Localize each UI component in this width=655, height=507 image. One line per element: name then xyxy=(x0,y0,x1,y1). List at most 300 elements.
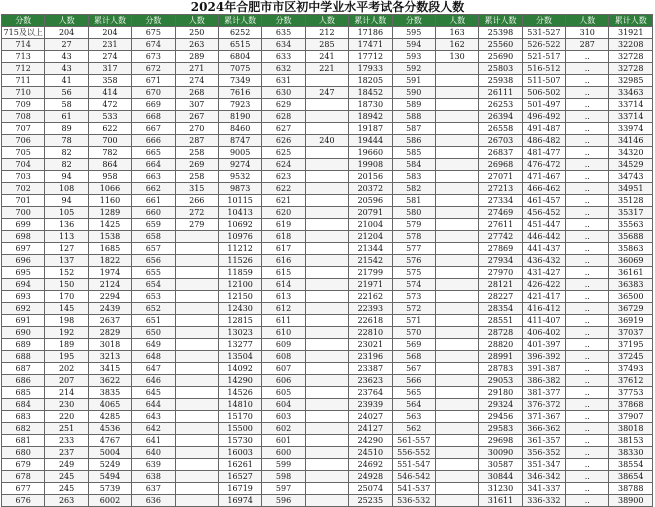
cell-count: 237 xyxy=(45,447,88,459)
cell-count xyxy=(175,471,218,483)
cell-count xyxy=(435,195,478,207)
cell-count xyxy=(435,279,478,291)
cell-score: 668 xyxy=(132,111,175,123)
cell-score: 604 xyxy=(262,399,305,411)
cell-count: 207 xyxy=(45,375,88,387)
cell-cumulative: 4536 xyxy=(88,423,131,435)
cell-score: 649 xyxy=(132,339,175,351)
table-row xyxy=(2,63,653,75)
cell-cumulative: 25938 xyxy=(479,75,522,87)
cell-count xyxy=(435,147,478,159)
column-header-cumulative: 累计人数 xyxy=(349,15,392,27)
cell-score: 689 xyxy=(2,339,45,351)
cell-cumulative: 1160 xyxy=(88,195,131,207)
cell-cumulative: 958 xyxy=(88,171,131,183)
table-row xyxy=(2,159,653,171)
cell-cumulative: 37493 xyxy=(609,363,653,375)
cell-cumulative: 38788 xyxy=(609,483,653,495)
cell-score: 583 xyxy=(392,171,435,183)
cell-count: 89 xyxy=(45,123,88,135)
cell-count xyxy=(435,471,478,483)
cell-count xyxy=(305,399,348,411)
table-row xyxy=(2,171,653,183)
cell-count xyxy=(305,459,348,471)
cell-count: 263 xyxy=(45,495,88,507)
cell-count xyxy=(175,303,218,315)
cell-score: 585 xyxy=(392,147,435,159)
cell-count: .. xyxy=(566,291,609,303)
cell-score: 696 xyxy=(2,255,45,267)
cell-count xyxy=(305,387,348,399)
cell-cumulative: 29698 xyxy=(479,435,522,447)
cell-cumulative: 18942 xyxy=(349,111,392,123)
cell-cumulative: 3835 xyxy=(88,387,131,399)
column-header-score: 分数 xyxy=(262,15,305,27)
cell-cumulative: 26394 xyxy=(479,111,522,123)
cell-count: .. xyxy=(566,447,609,459)
cell-cumulative: 22810 xyxy=(349,327,392,339)
cell-cumulative: 16261 xyxy=(218,459,261,471)
cell-count xyxy=(435,291,478,303)
table-row xyxy=(2,315,653,327)
cell-count xyxy=(175,339,218,351)
table-body xyxy=(2,27,653,507)
cell-cumulative: 21971 xyxy=(349,279,392,291)
cell-score: 657 xyxy=(132,243,175,255)
cell-score: 589 xyxy=(392,99,435,111)
table-row xyxy=(2,231,653,243)
cell-score: 681 xyxy=(2,435,45,447)
cell-cumulative: 23021 xyxy=(349,339,392,351)
cell-count: 61 xyxy=(45,111,88,123)
cell-cumulative: 13504 xyxy=(218,351,261,363)
cell-count: .. xyxy=(566,243,609,255)
cell-cumulative: 33463 xyxy=(609,87,653,99)
table-row xyxy=(2,135,653,147)
cell-count xyxy=(435,375,478,387)
cell-score: 591 xyxy=(392,75,435,87)
cell-cumulative: 37868 xyxy=(609,399,653,411)
cell-cumulative: 2637 xyxy=(88,315,131,327)
cell-score: 630 xyxy=(262,87,305,99)
cell-cumulative: 700 xyxy=(88,135,131,147)
cell-score: 709 xyxy=(2,99,45,111)
table-row xyxy=(2,411,653,423)
cell-cumulative: 28783 xyxy=(479,363,522,375)
cell-cumulative: 36069 xyxy=(609,255,653,267)
cell-score: 564 xyxy=(392,399,435,411)
cell-cumulative: 16527 xyxy=(218,471,261,483)
table-row xyxy=(2,207,653,219)
cell-score: 686 xyxy=(2,375,45,387)
cell-score: 676 xyxy=(2,495,45,507)
cell-score: 639 xyxy=(132,459,175,471)
cell-score: 356-352 xyxy=(522,447,565,459)
cell-count xyxy=(175,255,218,267)
cell-count: .. xyxy=(566,339,609,351)
cell-cumulative: 29583 xyxy=(479,423,522,435)
cell-score: 578 xyxy=(392,231,435,243)
cell-count xyxy=(175,267,218,279)
cell-cumulative: 18205 xyxy=(349,75,392,87)
cell-cumulative: 36161 xyxy=(609,267,653,279)
cell-count xyxy=(435,447,478,459)
cell-score: 421-417 xyxy=(522,291,565,303)
cell-score: 661 xyxy=(132,195,175,207)
cell-cumulative: 27742 xyxy=(479,231,522,243)
cell-score: 615 xyxy=(262,267,305,279)
cell-cumulative: 19187 xyxy=(349,123,392,135)
cell-cumulative: 38654 xyxy=(609,471,653,483)
cell-cumulative: 37195 xyxy=(609,339,653,351)
cell-score: 411-407 xyxy=(522,315,565,327)
cell-score: 576 xyxy=(392,255,435,267)
cell-cumulative: 15170 xyxy=(218,411,261,423)
cell-cumulative: 15500 xyxy=(218,423,261,435)
cell-score: 376-372 xyxy=(522,399,565,411)
cell-cumulative: 533 xyxy=(88,111,131,123)
cell-cumulative: 23764 xyxy=(349,387,392,399)
cell-cumulative: 21799 xyxy=(349,267,392,279)
cell-cumulative: 26558 xyxy=(479,123,522,135)
cell-score: 466-462 xyxy=(522,183,565,195)
cell-count: 137 xyxy=(45,255,88,267)
cell-count xyxy=(435,171,478,183)
cell-cumulative: 22393 xyxy=(349,303,392,315)
cell-cumulative: 29053 xyxy=(479,375,522,387)
cell-count xyxy=(175,363,218,375)
cell-score: 650 xyxy=(132,327,175,339)
cell-score: 670 xyxy=(132,87,175,99)
cell-count: .. xyxy=(566,423,609,435)
cell-score: 712 xyxy=(2,63,45,75)
cell-count xyxy=(435,135,478,147)
cell-cumulative: 8190 xyxy=(218,111,261,123)
cell-cumulative: 26703 xyxy=(479,135,522,147)
cell-score: 691 xyxy=(2,315,45,327)
cell-score: 546-542 xyxy=(392,471,435,483)
cell-cumulative: 23196 xyxy=(349,351,392,363)
cell-cumulative: 27869 xyxy=(479,243,522,255)
cell-cumulative: 3622 xyxy=(88,375,131,387)
table-row xyxy=(2,87,653,99)
cell-cumulative: 14810 xyxy=(218,399,261,411)
cell-score: 646 xyxy=(132,375,175,387)
cell-score: 608 xyxy=(262,351,305,363)
cell-cumulative: 33714 xyxy=(609,111,653,123)
cell-cumulative: 32985 xyxy=(609,75,653,87)
cell-score: 596 xyxy=(262,495,305,507)
column-header-count: 人数 xyxy=(175,15,218,27)
cell-count xyxy=(435,183,478,195)
cell-cumulative: 6002 xyxy=(88,495,131,507)
cell-count: 43 xyxy=(45,63,88,75)
cell-score: 680 xyxy=(2,447,45,459)
cell-count: 212 xyxy=(305,27,348,39)
cell-count: 136 xyxy=(45,219,88,231)
cell-score: 665 xyxy=(132,147,175,159)
cell-count xyxy=(305,75,348,87)
cell-cumulative: 20372 xyxy=(349,183,392,195)
cell-cumulative: 9005 xyxy=(218,147,261,159)
table-row xyxy=(2,111,653,123)
cell-count: .. xyxy=(566,75,609,87)
cell-cumulative: 9274 xyxy=(218,159,261,171)
cell-count: 221 xyxy=(305,63,348,75)
cell-count xyxy=(175,411,218,423)
cell-score: 431-427 xyxy=(522,267,565,279)
cell-count: .. xyxy=(566,411,609,423)
cell-count: .. xyxy=(566,219,609,231)
cell-count: .. xyxy=(566,207,609,219)
cell-score: 671 xyxy=(132,75,175,87)
cell-score: 572 xyxy=(392,303,435,315)
table-row xyxy=(2,27,653,39)
cell-cumulative: 20596 xyxy=(349,195,392,207)
cell-cumulative: 9532 xyxy=(218,171,261,183)
cell-count xyxy=(435,435,478,447)
cell-score: 602 xyxy=(262,423,305,435)
cell-score: 711 xyxy=(2,75,45,87)
cell-cumulative: 27611 xyxy=(479,219,522,231)
cell-count xyxy=(435,219,478,231)
table-row xyxy=(2,387,653,399)
cell-count: 130 xyxy=(435,51,478,63)
cell-cumulative: 1685 xyxy=(88,243,131,255)
column-header-cumulative: 累计人数 xyxy=(218,15,261,27)
cell-count: 247 xyxy=(305,87,348,99)
cell-cumulative: 21542 xyxy=(349,255,392,267)
cell-cumulative: 24510 xyxy=(349,447,392,459)
cell-count: 94 xyxy=(45,195,88,207)
cell-cumulative: 3415 xyxy=(88,363,131,375)
cell-score: 635 xyxy=(262,27,305,39)
cell-score: 667 xyxy=(132,123,175,135)
cell-cumulative: 27334 xyxy=(479,195,522,207)
cell-cumulative: 34743 xyxy=(609,171,653,183)
cell-count: 289 xyxy=(175,51,218,63)
cell-cumulative: 32208 xyxy=(609,39,653,51)
cell-cumulative: 1289 xyxy=(88,207,131,219)
cell-score: 526-522 xyxy=(522,39,565,51)
cell-score: 536-532 xyxy=(392,495,435,507)
cell-cumulative: 36919 xyxy=(609,315,653,327)
table-row xyxy=(2,435,653,447)
cell-cumulative: 3213 xyxy=(88,351,131,363)
cell-count xyxy=(175,387,218,399)
cell-count xyxy=(305,495,348,507)
cell-cumulative: 4767 xyxy=(88,435,131,447)
cell-count: 162 xyxy=(435,39,478,51)
cell-count: 240 xyxy=(305,135,348,147)
cell-score: 644 xyxy=(132,399,175,411)
cell-cumulative: 18730 xyxy=(349,99,392,111)
cell-count: 150 xyxy=(45,279,88,291)
cell-count: 230 xyxy=(45,399,88,411)
cell-score: 606 xyxy=(262,375,305,387)
cell-score: 603 xyxy=(262,411,305,423)
cell-count: 198 xyxy=(45,315,88,327)
cell-count xyxy=(175,423,218,435)
cell-cumulative: 32728 xyxy=(609,51,653,63)
table-header-row xyxy=(2,15,653,27)
cell-score: 600 xyxy=(262,447,305,459)
cell-cumulative: 12150 xyxy=(218,291,261,303)
cell-count: 113 xyxy=(45,231,88,243)
cell-cumulative: 16974 xyxy=(218,495,261,507)
cell-count xyxy=(175,399,218,411)
table-row xyxy=(2,447,653,459)
cell-count: .. xyxy=(566,63,609,75)
cell-count: 127 xyxy=(45,243,88,255)
cell-count xyxy=(305,423,348,435)
cell-count: .. xyxy=(566,495,609,507)
cell-cumulative: 231 xyxy=(88,39,131,51)
cell-count: .. xyxy=(566,387,609,399)
table-row xyxy=(2,219,653,231)
table-row xyxy=(2,267,653,279)
cell-score: 351-347 xyxy=(522,459,565,471)
cell-count xyxy=(305,363,348,375)
cell-score: 574 xyxy=(392,279,435,291)
cell-score: 586 xyxy=(392,135,435,147)
cell-score: 573 xyxy=(392,291,435,303)
table-row xyxy=(2,183,653,195)
cell-count: 315 xyxy=(175,183,218,195)
cell-cumulative: 1066 xyxy=(88,183,131,195)
cell-count xyxy=(435,207,478,219)
cell-cumulative: 27970 xyxy=(479,267,522,279)
cell-cumulative: 358 xyxy=(88,75,131,87)
cell-score: 688 xyxy=(2,351,45,363)
cell-score: 590 xyxy=(392,87,435,99)
cell-cumulative: 4285 xyxy=(88,411,131,423)
cell-cumulative: 23939 xyxy=(349,399,392,411)
cell-score: 436-432 xyxy=(522,255,565,267)
cell-cumulative: 37037 xyxy=(609,327,653,339)
cell-score: 632 xyxy=(262,63,305,75)
cell-count: .. xyxy=(566,303,609,315)
cell-count: .. xyxy=(566,351,609,363)
table-row xyxy=(2,303,653,315)
cell-score: 701 xyxy=(2,195,45,207)
cell-score: 655 xyxy=(132,267,175,279)
cell-count xyxy=(435,255,478,267)
cell-cumulative: 19444 xyxy=(349,135,392,147)
cell-cumulative: 24692 xyxy=(349,459,392,471)
cell-count xyxy=(175,483,218,495)
cell-cumulative: 5739 xyxy=(88,483,131,495)
cell-count: 163 xyxy=(435,27,478,39)
cell-score: 652 xyxy=(132,303,175,315)
cell-cumulative: 31230 xyxy=(479,483,522,495)
cell-cumulative: 5494 xyxy=(88,471,131,483)
cell-score: 619 xyxy=(262,219,305,231)
cell-score: 571 xyxy=(392,315,435,327)
cell-score: 714 xyxy=(2,39,45,51)
cell-count: 285 xyxy=(305,39,348,51)
cell-count: .. xyxy=(566,471,609,483)
table-row xyxy=(2,99,653,111)
cell-cumulative: 30587 xyxy=(479,459,522,471)
cell-cumulative: 5004 xyxy=(88,447,131,459)
cell-count: 307 xyxy=(175,99,218,111)
cell-score: 336-332 xyxy=(522,495,565,507)
cell-cumulative: 28820 xyxy=(479,339,522,351)
cell-cumulative: 34320 xyxy=(609,147,653,159)
cell-cumulative: 25235 xyxy=(349,495,392,507)
cell-count xyxy=(175,243,218,255)
cell-cumulative: 25560 xyxy=(479,39,522,51)
cell-count xyxy=(435,423,478,435)
cell-score: 643 xyxy=(132,411,175,423)
cell-cumulative: 622 xyxy=(88,123,131,135)
cell-score: 391-387 xyxy=(522,363,565,375)
cell-score: 607 xyxy=(262,363,305,375)
cell-count xyxy=(435,387,478,399)
cell-score: 556-552 xyxy=(392,447,435,459)
cell-score: 561-557 xyxy=(392,435,435,447)
cell-score: 569 xyxy=(392,339,435,351)
cell-count xyxy=(435,63,478,75)
cell-cumulative: 472 xyxy=(88,99,131,111)
cell-cumulative: 35688 xyxy=(609,231,653,243)
cell-cumulative: 6515 xyxy=(218,39,261,51)
cell-cumulative: 5249 xyxy=(88,459,131,471)
cell-count xyxy=(305,219,348,231)
cell-score: 628 xyxy=(262,111,305,123)
cell-score: 476-472 xyxy=(522,159,565,171)
cell-count xyxy=(175,459,218,471)
cell-score: 521-517 xyxy=(522,51,565,63)
cell-score: 694 xyxy=(2,279,45,291)
cell-score: 682 xyxy=(2,423,45,435)
cell-score: 565 xyxy=(392,387,435,399)
cell-cumulative: 17712 xyxy=(349,51,392,63)
cell-score: 690 xyxy=(2,327,45,339)
cell-count xyxy=(435,123,478,135)
cell-cumulative: 25803 xyxy=(479,63,522,75)
cell-score: 708 xyxy=(2,111,45,123)
column-header-cumulative: 累计人数 xyxy=(479,15,522,27)
cell-score: 613 xyxy=(262,291,305,303)
table-row xyxy=(2,51,653,63)
cell-score: 703 xyxy=(2,171,45,183)
cell-cumulative: 28227 xyxy=(479,291,522,303)
cell-cumulative: 38900 xyxy=(609,495,653,507)
cell-cumulative: 37907 xyxy=(609,411,653,423)
cell-count xyxy=(305,471,348,483)
cell-count xyxy=(435,159,478,171)
cell-count xyxy=(305,267,348,279)
cell-score: 699 xyxy=(2,219,45,231)
cell-score: 588 xyxy=(392,111,435,123)
cell-score: 685 xyxy=(2,387,45,399)
cell-count xyxy=(175,351,218,363)
cell-score: 598 xyxy=(262,471,305,483)
cell-cumulative: 38018 xyxy=(609,423,653,435)
cell-cumulative: 16003 xyxy=(218,447,261,459)
cell-score: 441-437 xyxy=(522,243,565,255)
cell-count xyxy=(305,159,348,171)
cell-cumulative: 25074 xyxy=(349,483,392,495)
cell-cumulative: 7349 xyxy=(218,75,261,87)
cell-cumulative: 17933 xyxy=(349,63,392,75)
cell-count xyxy=(435,495,478,507)
cell-score: 587 xyxy=(392,123,435,135)
cell-score: 662 xyxy=(132,183,175,195)
cell-score: 426-422 xyxy=(522,279,565,291)
